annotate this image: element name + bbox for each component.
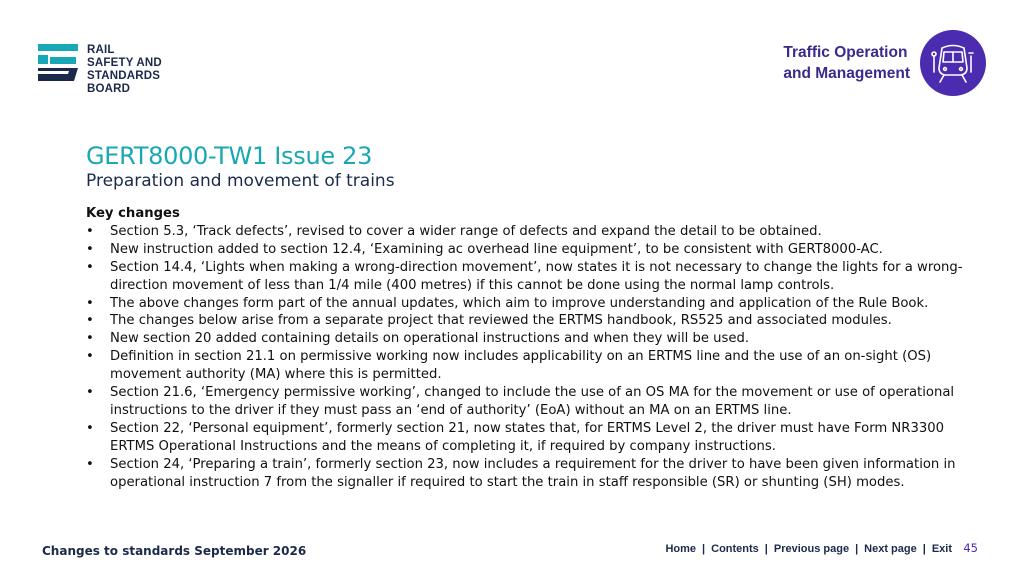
- key-changes-list: [86, 223, 966, 492]
- list-item: • The above changes form part of the annual updates, which aim to improve understanding and application of the Rule Book.: [86, 295, 966, 313]
- footer-publication: Changes to standards September 2026: [42, 544, 307, 558]
- category-label: [783, 42, 910, 84]
- list-item: • Section 14.4, ‘Lights when making a wrong-direction movement’, now states it is not necessary to change the lights for a wrong-direction movement of less than 1/4 mile (400 metres) if this cannot be done using the normal lamp controls.: [86, 259, 966, 295]
- nav-separator: |: [702, 543, 706, 555]
- rssb-logo-mark: [38, 44, 82, 84]
- previous-page-link[interactable]: Previous page: [773, 543, 850, 555]
- list-item: • Section 22, ‘Personal equipment’, formerly section 21, now states that, for ERTMS Level 2, the driver must have Form NR3300 ERTMS Operational Instructions and the means of completing it, if required by company instructions.: [86, 420, 966, 456]
- logo-line: BOARD: [87, 83, 131, 95]
- train-front-icon: [920, 30, 986, 96]
- page-title: GERT8000-TW1 Issue 23: [86, 142, 373, 170]
- home-link[interactable]: Home: [665, 543, 697, 555]
- list-item: • Section 21.6, ‘Emergency permissive working’, changed to include the use of an OS MA for the movement or use of operational instructions to the driver if they must pass an ‘end of authority’ (EoA) without an MA on an ERTMS line.: [86, 384, 966, 420]
- nav-separator: |: [855, 543, 859, 555]
- footer-navigation: [665, 543, 952, 555]
- rssb-logo-wordmark: [87, 44, 162, 96]
- category-line-1: Traffic Operation: [783, 44, 908, 61]
- next-page-link[interactable]: Next page: [864, 543, 917, 555]
- logo-line: RAIL: [87, 44, 115, 56]
- nav-separator: |: [764, 543, 768, 555]
- logo-line: SAFETY AND: [87, 57, 162, 69]
- list-item: • Definition in section 21.1 on permissive working now includes applicability on an ERTMS line and the use of an on-sight (OS) movement authority (MA) where this is permitted.: [86, 348, 966, 384]
- category-line-2: and Management: [783, 65, 910, 82]
- exit-link[interactable]: Exit: [931, 543, 952, 555]
- page-subtitle: Preparation and movement of trains: [86, 171, 395, 191]
- logo-line: STANDARDS: [87, 70, 161, 82]
- nav-separator: |: [922, 543, 926, 555]
- list-item: • Section 24, ‘Preparing a train’, formerly section 23, now includes a requirement for the driver to have been given information in operational instruction 7 from the signaller if required to start the train in staff responsible (SR) or shunting (SH) modes.: [86, 456, 966, 492]
- list-item: • Section 5.3, ‘Track defects’, revised to cover a wider range of defects and expand the detail to be obtained.: [86, 223, 966, 241]
- page-number: 45: [963, 541, 978, 555]
- rssb-logo: [38, 44, 178, 100]
- list-item: • The changes below arise from a separate project that reviewed the ERTMS handbook, RS525 and associated modules.: [86, 312, 966, 330]
- contents-link[interactable]: Contents: [711, 543, 759, 555]
- key-changes-section: [86, 205, 966, 492]
- list-item: • New instruction added to section 12.4, ‘Examining ac overhead line equipment’, to be consistent with GERT8000-AC.: [86, 241, 966, 259]
- section-heading: Key changes: [86, 206, 180, 221]
- category-badge: [783, 30, 986, 96]
- list-item: • New section 20 added containing details on operational instructions and when they will be used.: [86, 330, 966, 348]
